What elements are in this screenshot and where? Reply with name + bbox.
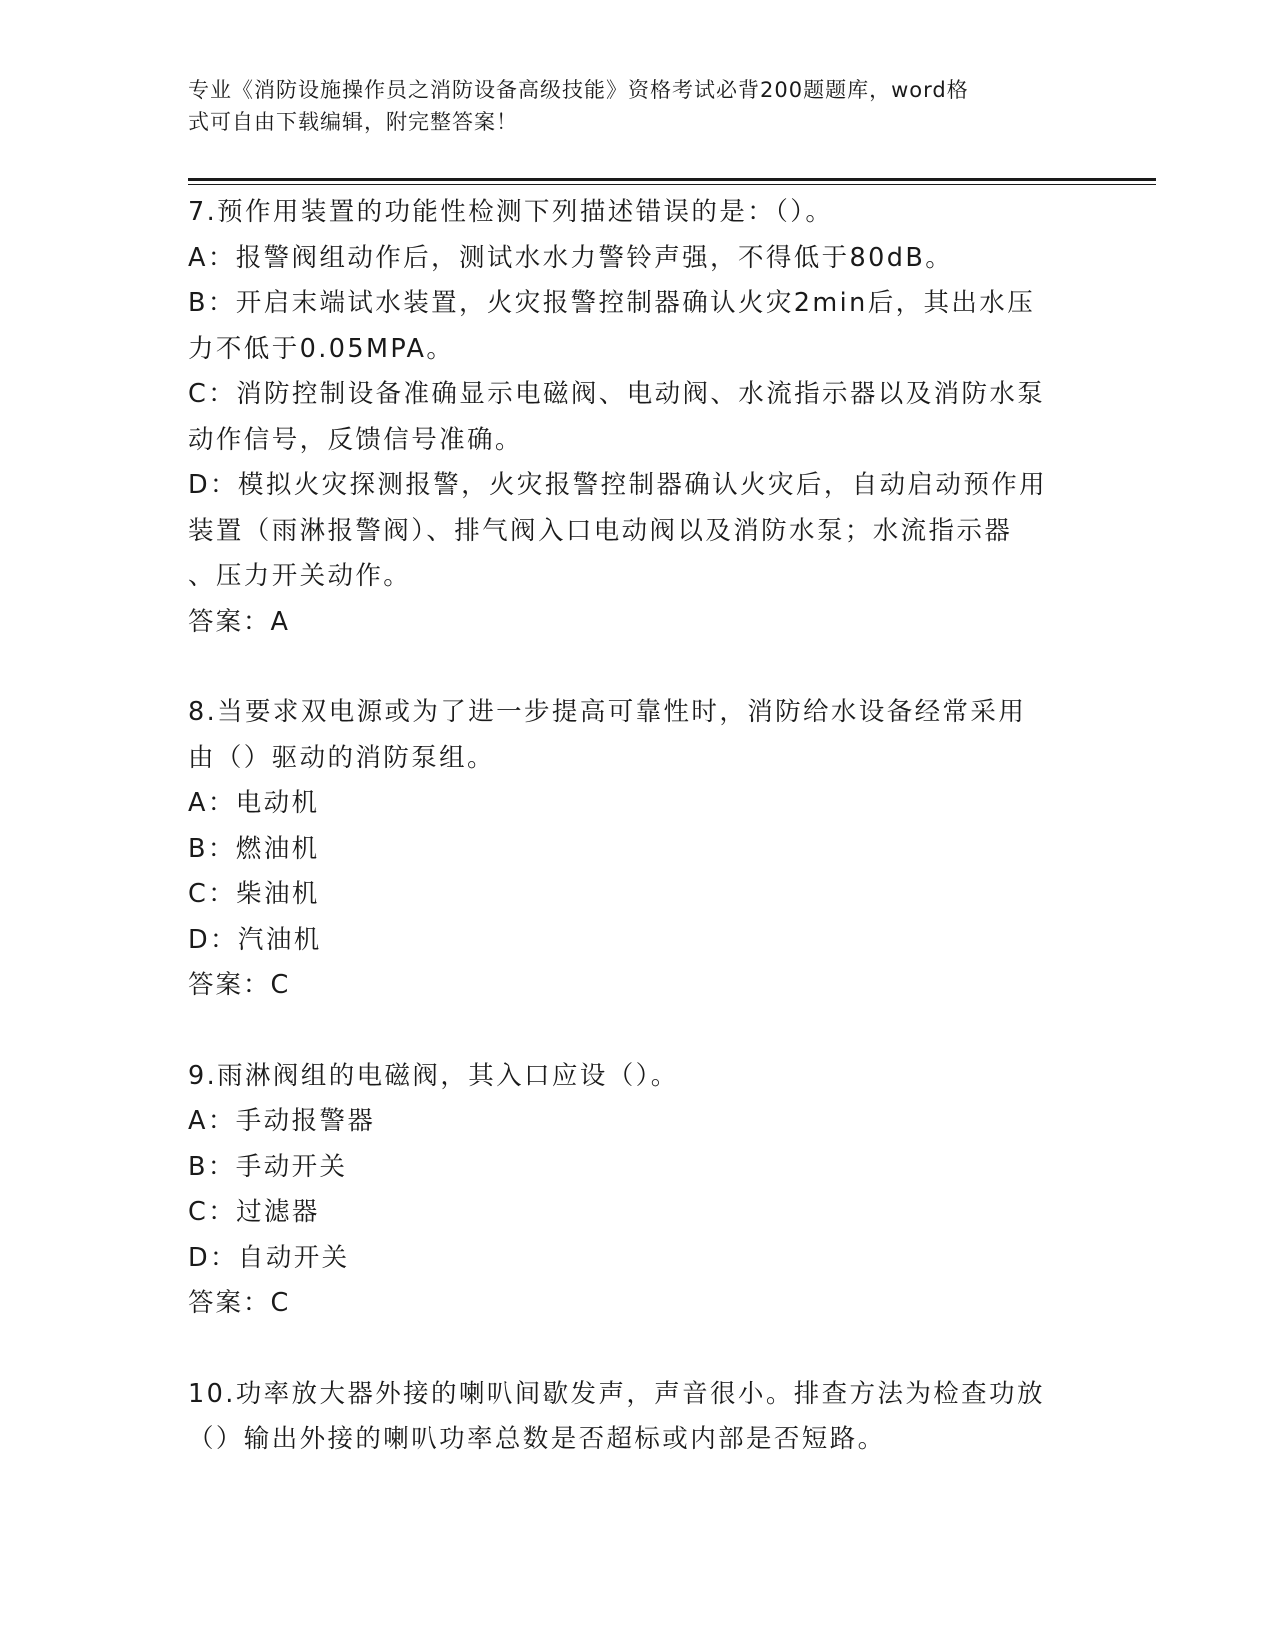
answer-line: 答案：A	[188, 606, 290, 637]
question-block	[188, 1054, 1088, 1327]
answer-line: 答案：C	[188, 1288, 291, 1318]
question-line: D：模拟火灾探测报警，火灾报警控制器确认火灾后，自动启动预作用	[188, 470, 1048, 500]
question-list	[188, 190, 1088, 1463]
question-line: 由（）驱动的消防泵组。	[188, 742, 495, 773]
header-line: 式可自由下载编辑，附完整答案！	[188, 110, 518, 134]
question-line: D：自动开关	[188, 1242, 350, 1273]
header-divider-thin	[188, 184, 1156, 185]
question-line: C：消防控制设备准确显示电磁阀、电动阀、水流指示器以及消防水泵	[188, 379, 1046, 409]
header-line: 专业《消防设施操作员之消防设备高级技能》资格考试必背200题题库，word格	[188, 78, 969, 102]
question-line: A：手动报警器	[188, 1106, 376, 1136]
question-stem: 7.预作用装置的功能性检测下列描述错误的是：（）。	[188, 197, 834, 227]
document-header	[188, 74, 1068, 138]
question-line: B：开启末端试水装置，火灾报警控制器确认火灾2min后，其出水压	[188, 288, 1036, 318]
question-line: 动作信号，反馈信号准确。	[188, 424, 523, 455]
question-block	[188, 690, 1088, 1009]
question-line: 力不低于0.05MPA。	[188, 333, 455, 364]
question-line: C：过滤器	[188, 1197, 320, 1227]
question-line: A：电动机	[188, 788, 320, 818]
question-line: D：汽油机	[188, 924, 322, 955]
question-line: B：燃油机	[188, 833, 320, 864]
question-block	[188, 190, 1088, 645]
question-block	[188, 1372, 1088, 1463]
header-divider-thick	[188, 178, 1156, 181]
question-stem: 9.雨淋阀组的电磁阀，其入口应设（）。	[188, 1060, 679, 1091]
question-line: （）输出外接的喇叭功率总数是否超标或内部是否短路。	[188, 1424, 886, 1454]
question-line: 装置（雨淋报警阀）、排气阀入口电动阀以及消防水泵；水流指示器	[188, 515, 1013, 546]
question-stem: 10.功率放大器外接的喇叭间歇发声，声音很小。排查方法为检查功放	[188, 1378, 1045, 1409]
question-stem: 8.当要求双电源或为了进一步提高可靠性时，消防给水设备经常采用	[188, 697, 1027, 727]
question-line: C：柴油机	[188, 879, 320, 909]
question-line: 、压力开关动作。	[188, 561, 412, 591]
question-line: A：报警阀组动作后，测试水水力警铃声强，不得低于80dB。	[188, 242, 954, 273]
answer-line: 答案：C	[188, 970, 291, 1000]
question-line: B：手动开关	[188, 1151, 348, 1182]
